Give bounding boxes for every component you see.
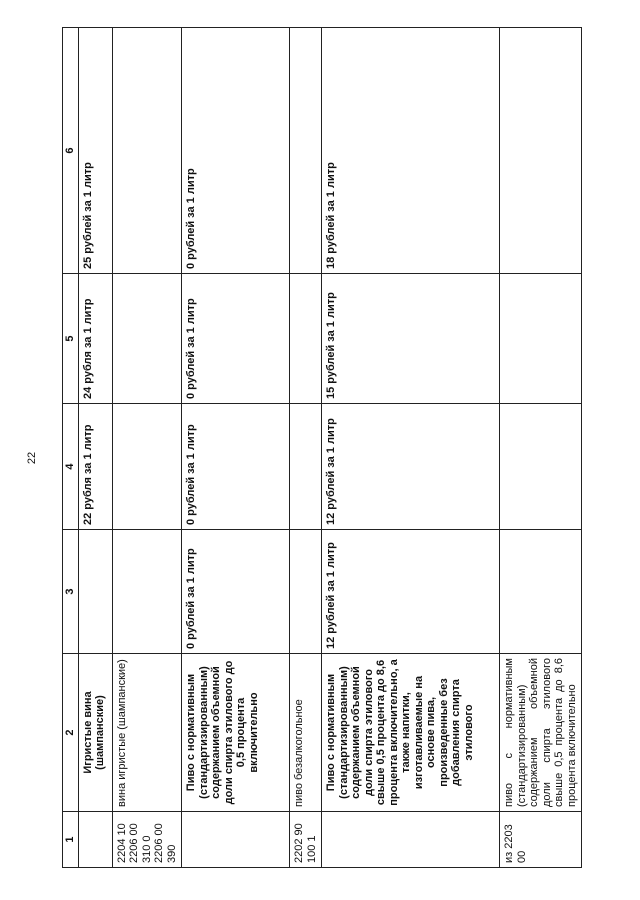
rate-cell: 15 рублей за 1 литр bbox=[322, 274, 500, 404]
header-row bbox=[63, 28, 79, 868]
page-number: 22 bbox=[26, 451, 39, 465]
name-cell: Пиво с нормативным (стандартизированным) содержанием объемной доли спирта этилового свыше 0,5 процента до 8,6 процента включительно, а также напитки, изготавливаемые на основе пива, произведенные без добавления спирта этилового bbox=[322, 654, 500, 812]
rate-cell bbox=[112, 274, 182, 404]
rate-cell bbox=[290, 530, 322, 654]
header-cell: 4 bbox=[63, 404, 79, 530]
rate-cell: 0 рублей за 1 литр bbox=[182, 28, 290, 274]
rate-cell bbox=[112, 404, 182, 530]
rate-cell bbox=[112, 28, 182, 274]
rate-cell: 0 рублей за 1 литр bbox=[182, 404, 290, 530]
table-row bbox=[290, 28, 322, 868]
header-cell: 3 bbox=[63, 530, 79, 654]
table-row bbox=[112, 28, 182, 868]
rate-cell bbox=[500, 28, 582, 274]
rate-cell: 24 рубля за 1 литр bbox=[78, 274, 112, 404]
rate-cell bbox=[500, 530, 582, 654]
header-cell: 5 bbox=[63, 274, 79, 404]
rotated-page bbox=[62, 28, 578, 868]
rate-cell bbox=[290, 274, 322, 404]
tax-rate-table bbox=[62, 28, 578, 868]
table-row bbox=[182, 28, 290, 868]
rate-cell: 12 рублей за 1 литр bbox=[322, 404, 500, 530]
rate-cell: 25 рублей за 1 литр bbox=[78, 28, 112, 274]
code-cell bbox=[182, 812, 290, 868]
code-cell bbox=[78, 812, 112, 868]
name-cell: пиво безалкогольное bbox=[290, 654, 322, 812]
name-cell: Пиво с нормативным (стандартизированным) содержанием объемной доли спирта этилового до 0,5 процента включительно bbox=[182, 654, 290, 812]
header-cell: 2 bbox=[63, 654, 79, 812]
rate-cell: 0 рублей за 1 литр bbox=[182, 530, 290, 654]
rate-cell bbox=[112, 530, 182, 654]
rate-cell: 18 рублей за 1 литр bbox=[322, 28, 500, 274]
rate-cell bbox=[290, 404, 322, 530]
rate-cell bbox=[290, 28, 322, 274]
rate-cell: 0 рублей за 1 литр bbox=[182, 274, 290, 404]
header-cell: 1 bbox=[63, 812, 79, 868]
table-row bbox=[78, 28, 112, 868]
rate-cell bbox=[78, 530, 112, 654]
table-row bbox=[500, 28, 582, 868]
code-cell: 2202 90 100 1 bbox=[290, 812, 322, 868]
code-cell: из 2203 00 bbox=[500, 812, 582, 868]
rate-cell bbox=[500, 274, 582, 404]
name-cell: пиво с нормативным (стандартизированным) содержанием объемной доли спирта этилового свыше 0,5 процента до 8,6 процента включительно bbox=[500, 654, 582, 812]
rate-cell: 12 рублей за 1 литр bbox=[322, 530, 500, 654]
rate-cell bbox=[500, 404, 582, 530]
name-cell: Игристые вина (шампанские) bbox=[78, 654, 112, 812]
name-cell: вина игристые (шампанские) bbox=[112, 654, 182, 812]
table-row bbox=[322, 28, 500, 868]
header-cell: 6 bbox=[63, 28, 79, 274]
code-cell: 2204 10 2206 00 310 0 2206 00 390 bbox=[112, 812, 182, 868]
rate-cell: 22 рубля за 1 литр bbox=[78, 404, 112, 530]
code-cell bbox=[322, 812, 500, 868]
